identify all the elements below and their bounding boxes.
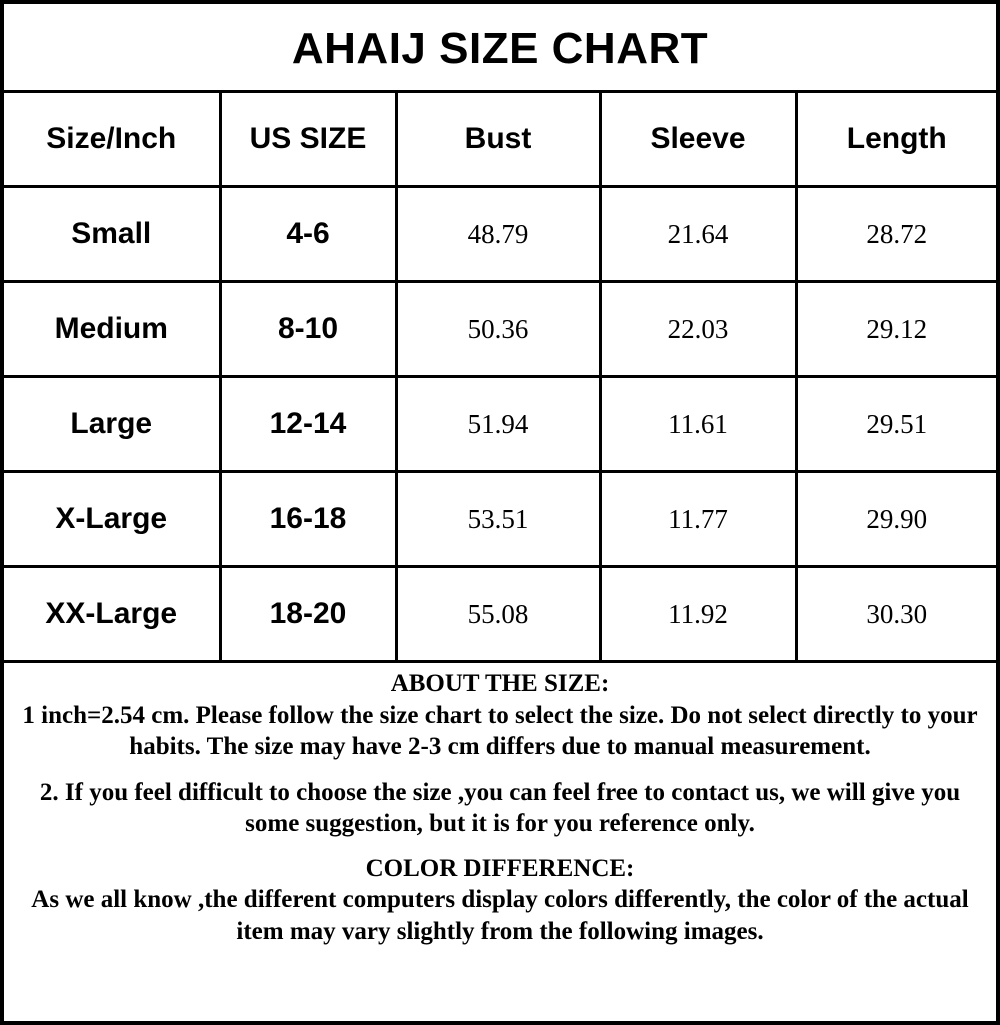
cell-size: Small xyxy=(4,187,220,282)
cell-us-size: 16-18 xyxy=(220,472,396,567)
table-row xyxy=(4,187,996,282)
cell-bust: 53.51 xyxy=(396,472,600,567)
cell-length: 30.30 xyxy=(796,567,996,661)
notes-spacer xyxy=(14,840,986,854)
cell-length: 28.72 xyxy=(796,187,996,282)
column-header-size: Size/Inch xyxy=(4,92,220,187)
cell-size: Medium xyxy=(4,282,220,377)
cell-size: XX-Large xyxy=(4,567,220,661)
cell-sleeve: 11.61 xyxy=(600,377,796,472)
cell-us-size: 12-14 xyxy=(220,377,396,472)
about-size-heading: ABOUT THE SIZE: xyxy=(390,670,610,698)
cell-bust: 55.08 xyxy=(396,567,600,661)
color-difference-heading: COLOR DIFFERENCE: xyxy=(365,854,635,882)
cell-size: Large xyxy=(4,377,220,472)
cell-bust: 48.79 xyxy=(396,187,600,282)
notes-section xyxy=(4,660,996,1021)
cell-size: X-Large xyxy=(4,472,220,567)
cell-bust: 51.94 xyxy=(396,377,600,472)
cell-us-size: 4-6 xyxy=(220,187,396,282)
size-chart-table xyxy=(4,90,996,660)
contact-note: 2. If you feel difficult to choose the size ,you can feel free to contact us, we will give you some suggestion, but it is for you reference only. xyxy=(39,778,961,838)
table-row xyxy=(4,282,996,377)
page-title: AHAIJ SIZE CHART xyxy=(291,24,709,73)
cell-length: 29.12 xyxy=(796,282,996,377)
table-row xyxy=(4,567,996,661)
table-row xyxy=(4,377,996,472)
table-header-row xyxy=(4,92,996,187)
cell-sleeve: 11.92 xyxy=(600,567,796,661)
color-difference-body: As we all know ,the different computers display colors differently, the color of the actual item may vary slightly from the following images. xyxy=(31,886,969,945)
cell-us-size: 8-10 xyxy=(220,282,396,377)
column-header-us-size: US SIZE xyxy=(220,92,396,187)
cell-us-size: 18-20 xyxy=(220,567,396,661)
table-row xyxy=(4,472,996,567)
cell-sleeve: 21.64 xyxy=(600,187,796,282)
notes-spacer xyxy=(14,763,986,777)
cell-length: 29.90 xyxy=(796,472,996,567)
cell-sleeve: 11.77 xyxy=(600,472,796,567)
about-size-body: 1 inch=2.54 cm. Please follow the size chart to select the size. Do not select directly to your habits. The size may have 2-3 cm differs due to manual measurement. xyxy=(22,701,978,761)
cell-sleeve: 22.03 xyxy=(600,282,796,377)
cell-length: 29.51 xyxy=(796,377,996,472)
column-header-sleeve: Sleeve xyxy=(600,92,796,187)
column-header-length: Length xyxy=(796,92,996,187)
cell-bust: 50.36 xyxy=(396,282,600,377)
column-header-bust: Bust xyxy=(396,92,600,187)
